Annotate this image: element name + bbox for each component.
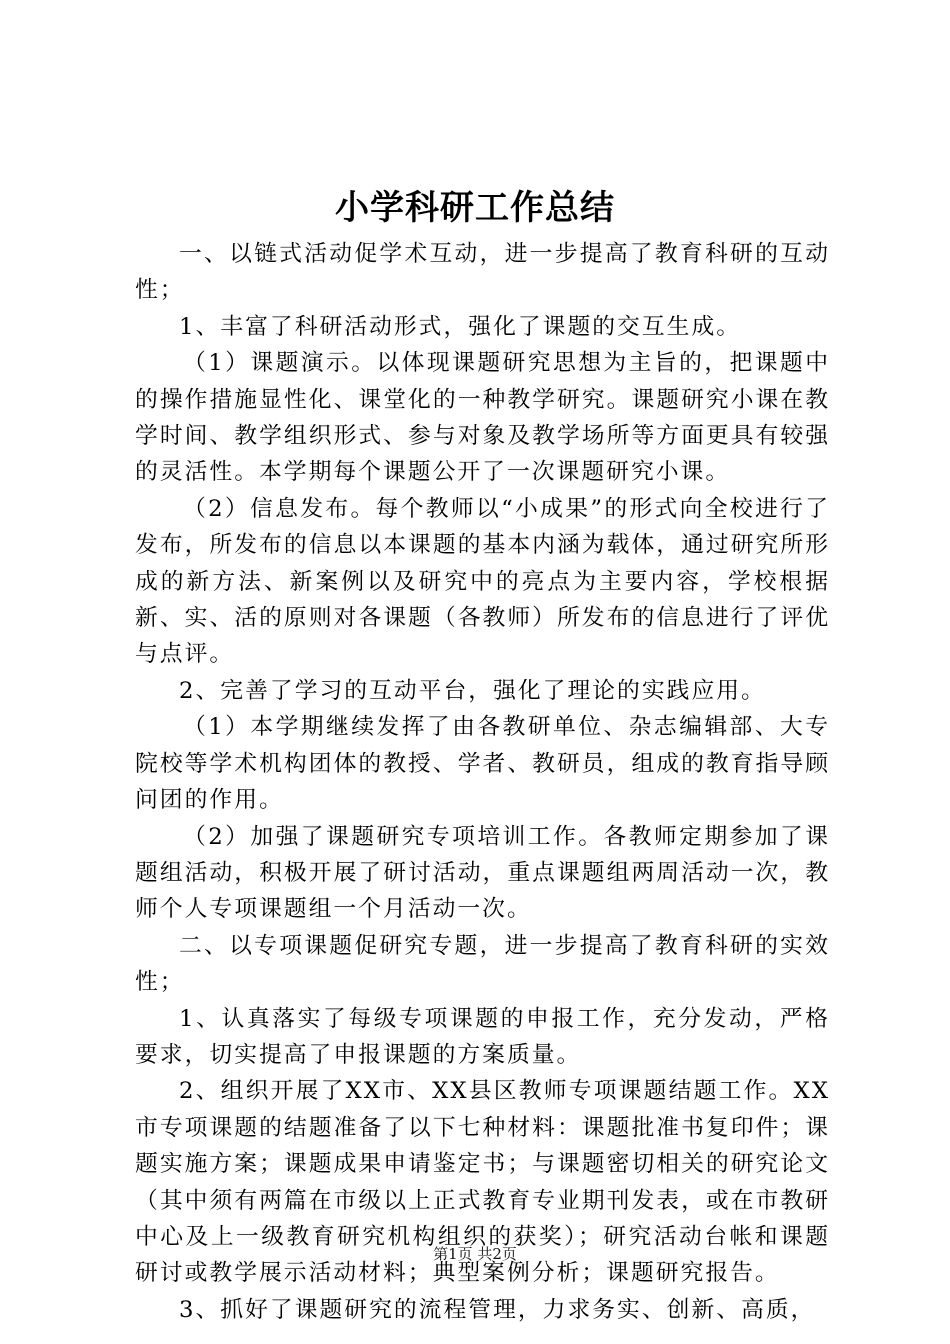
document-title: 小学科研工作总结 (335, 188, 615, 228)
paragraph: （1）本学期继续发挥了由各教研单位、杂志编辑部、大专院校等学术机构团体的教授、学者、教研员，组成的教育指导顾问团的作用。 (135, 714, 830, 814)
paragraph: （2）信息发布。每个教师以“小成果”的形式向全校进行了发布，所发布的信息以本课题的基本内涵为载体，通过研究所形成的新方法、新案例以及研究中的亮点为主要内容，学校根据新、实、活的原则对各课题（各教师）所发布的信息进行了评优与点评。 (135, 495, 830, 668)
document-body (135, 236, 830, 1328)
paragraph: 1、丰富了科研活动形式，强化了课题的交互生成。 (179, 313, 742, 340)
paragraph: 二、以专项课题促研究专题，进一步提高了教育科研的实效性； (135, 932, 830, 996)
page-footer: 第1页 共2页 (433, 1245, 517, 1263)
paragraph: 一、以链式活动促学术互动，进一步提高了教育科研的互动性； (135, 241, 830, 304)
paragraph: 2、完善了学习的互动平台，强化了理论的实践应用。 (179, 677, 766, 704)
paragraph: （1）课题演示。以体现课题研究思想为主旨的，把课题中的操作措施显性化、课堂化的一种教学研究。课题研究小课在教学时间、教学组织形式、参与对象及教学场所等方面更具有较强的灵活性。本学期每个课题公开了一次课题研究小课。 (135, 350, 830, 486)
paragraph: 1、认真落实了每级专项课题的申报工作，充分发动，严格要求，切实提高了申报课题的方案质量。 (135, 1005, 830, 1068)
paragraph: 3、抓好了课题研究的流程管理，力求务实、创新、高质， (179, 1296, 816, 1323)
paragraph: （2）加强了课题研究专项培训工作。各教师定期参加了课题组活动，积极开展了研讨活动，重点课题组两周活动一次，教师个人专项课题组一个月活动一次。 (135, 823, 830, 923)
paragraph: 2、组织开展了XX市、XX县区教师专项课题结题工作。XX市专项课题的结题准备了以下七种材料：课题批准书复印件；课题实施方案；课题成果申请鉴定书；与课题密切相关的研究论文（其中须有两篇在市级以上正式教育专业期刊发表，或在市教研中心及上一级教育研究机构组织的获奖）；研究活动台帐和课题研讨或教学展示活动材料；典型案例分析；课题研究报告。 (135, 1078, 830, 1287)
